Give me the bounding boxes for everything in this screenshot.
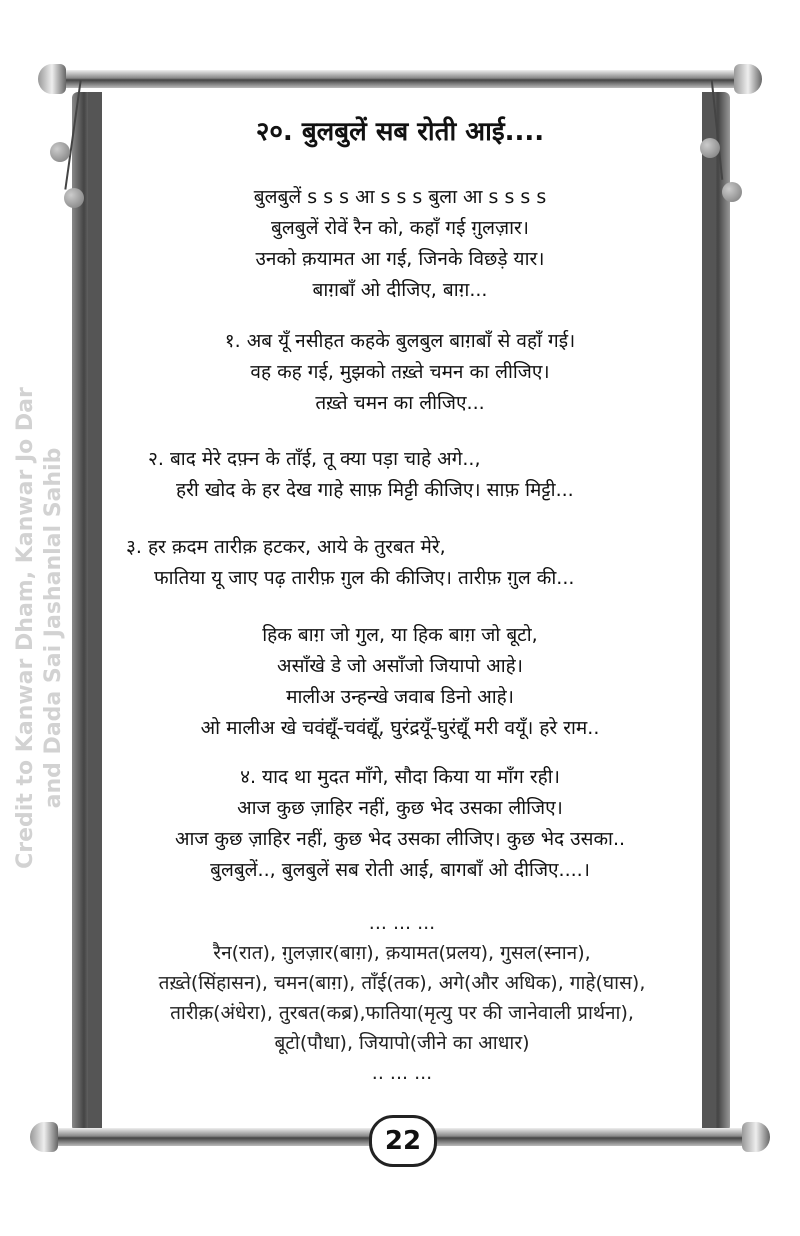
poem-title: २०. बुलबुलें सब रोती आई.... [255,117,545,147]
poem-line: फातिया यू जाए पढ़ तारीफ़ ग़ुल की कीजिए। तारीफ़ ग़ुल की... [154,567,575,589]
bottom-left-knob [30,1122,58,1152]
glossary-divider: .. ... ... [371,1062,433,1084]
glossary-line: रैन(रात), ग़ुलज़ार(बाग़), क़यामत(प्रलय), गुसल(स्नान), [213,942,591,964]
watermark-line: Credit to Kanwar Dham, Kanwar Jo Dar [13,387,38,869]
poem-line: मालीअ उन्हन्खे जवाब डिनो आहे। [286,686,514,708]
tassel-bead [50,142,70,162]
poem-line: बुलबुलें रोवें रैन को, कहाँ गई ग़ुलज़ार। [270,217,530,239]
verse-1 [90,326,710,419]
poem-line: ३. हर क़दम तारीक़ हटकर, आये के तुरबत मेरे, [126,536,446,558]
poem-line: ४. याद था मुदत माँगे, सौदा किया या माँग रही। [240,766,560,788]
watermark-line: and Dada Sai Jashanlal Sahib [41,447,66,809]
poem-line: बुलबुलें.., बुलबुलें सब रोती आई, बागबाँ ओ दीजिए....। [210,859,590,881]
poem-line: आज कुछ ज़ाहिर नहीं, कुछ भेद उसका लीजिए। [237,797,563,819]
scroll-top-rod [50,70,750,88]
glossary [92,908,712,1088]
glossary-divider: ... ... ... [368,912,436,934]
page-number: 22 [369,1115,437,1167]
verse-3 [90,532,710,594]
intro-stanza [90,182,710,306]
poem-line: हरी खोद के हर देख गाहे साफ़ मिट्टी कीजिए। साफ़ मिट्टी... [176,479,574,501]
tassel-bead [722,182,742,202]
glossary-line: तारीक़(अंधेरा), तुरबत(कब्र),फातिया(मृत्यु पर की जानेवाली प्रार्थना), [170,1002,634,1024]
top-left-knob [38,64,66,94]
glossary-line: बूटो(पौधा), जियापो(जीने का आधार) [274,1032,530,1054]
poem-line: बाग़बाँ ओ दीजिए, बाग़... [312,279,488,301]
poem-line: हिक बाग़ जो गुल, या हिक बाग़ जो बूटो, [262,624,538,646]
poem-line: तख़्ते चमन का लीजिए... [315,392,485,414]
poem-line: १. अब यूँ नसीहत कहके बुलबुल बाग़बाँ से वहाँ गई। [224,330,576,352]
bottom-right-knob [742,1122,770,1152]
tassel-bead [700,138,720,158]
poem-line: असाँखे डे जो असाँजो जियापो आहे। [277,655,523,677]
verse-4 [90,762,710,886]
credit-watermark [12,128,68,1128]
poem-line: बुलबुलें s s s आ s s s बुला आ s s s s [253,186,547,208]
poem-line: आज कुछ ज़ाहिर नहीं, कुछ भेद उसका लीजिए। कुछ भेद उसका.. [174,828,626,850]
verse-2 [90,444,710,506]
sindhi-stanza [90,620,710,744]
poem-line: २. बाद मेरे दफ़्न के ताँई, तू क्या पड़ा चाहे अगे.., [148,448,481,470]
poem-line: ओ मालीअ खे चवंद्यूँ-चवंद्यूँ, घुरंद्रयूँ-घुरंद्यूँ मरी वयूँ। हरे राम.. [200,717,600,739]
poem-line: वह कह गई, मुझको तख़्ते चमन का लीजिए। [250,361,550,383]
poem-line: उनको क़यामत आ गई, जिनके विछड़े यार। [255,248,545,270]
tassel-bead [64,188,84,208]
glossary-line: तख़्ते(सिंहासन), चमन(बाग़), ताँई(तक), अगे(और अधिक), गाहे(घास), [158,972,646,994]
top-right-knob [734,64,762,94]
